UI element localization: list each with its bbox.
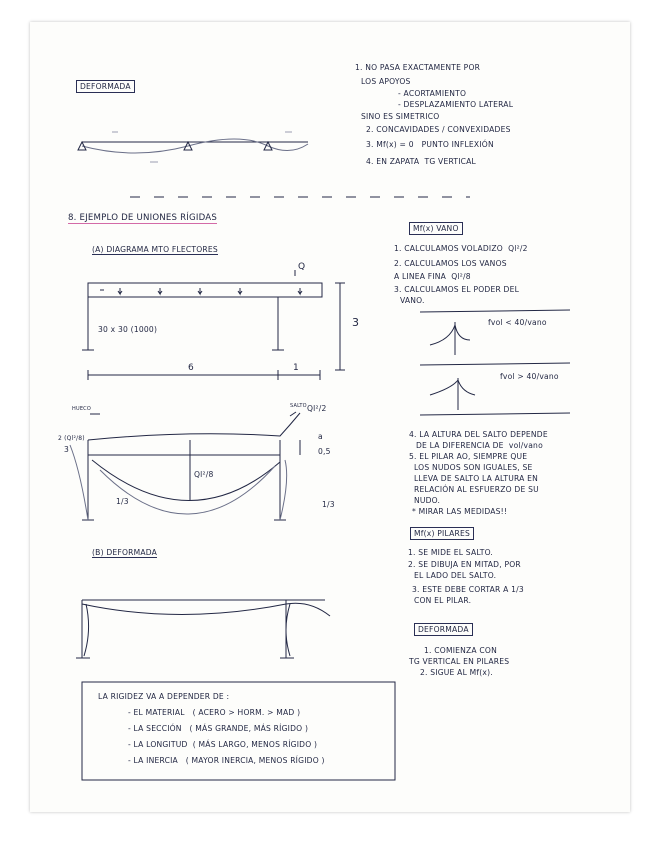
mf-vano-item2: LOS NUDOS SON IGUALES, SE [414, 463, 533, 472]
mf-pilares-item: CON EL PILAR. [414, 596, 472, 605]
moment-diagram [70, 412, 300, 520]
note-line: LOS APOYOS [361, 77, 411, 86]
deformada-right-item: 2. SIGUE AL Mf(x). [420, 668, 493, 677]
label-3: 3 [64, 445, 70, 454]
label-salto: SALTO [290, 403, 307, 409]
vano-condition-2: fvol > 40/vano [500, 372, 559, 381]
rigidez-item: - LA SECCIÓN ( MÁS GRANDE, MÁS RÍGIDO ) [128, 724, 309, 733]
mf-vano-item: 3. CALCULAMOS EL PODER DEL [394, 285, 520, 294]
note-line: 2. CONCAVIDADES / CONVEXIDADES [366, 125, 511, 134]
dim-span: 6 [188, 363, 194, 373]
rigidez-item: - LA INERCIA ( MAYOR INERCIA, MENOS RÍGIDO ) [128, 756, 325, 765]
section-heading: 8. EJEMPLO DE UNIONES RÍGIDAS [68, 213, 218, 223]
mf-vano-item2: 5. EL PILAR AO, SIEMPRE QUE [409, 452, 528, 461]
deformada-title-top: DEFORMADA [76, 80, 135, 93]
load-label: Q [298, 262, 306, 272]
label-13-right: 1/3 [322, 500, 335, 509]
note-line: 1. NO PASA EXACTAMENTE POR [355, 63, 481, 72]
rigidez-item: - EL MATERIAL ( ACERO > HORM. > MAD ) [128, 708, 301, 717]
mf-vano-item2: NUDO. [414, 496, 441, 505]
mf-vano-item2: DE LA DIFERENCIA DE vol/vano [416, 441, 543, 450]
deformada-right-title: DEFORMADA [414, 623, 473, 636]
label-ql8: Ql²/8 [194, 470, 214, 479]
label-qlsq-left: 2 (Ql²/8) [58, 435, 85, 442]
mf-pilares-item: 1. SE MIDE EL SALTO. [408, 548, 494, 557]
dim-overhang: 1 [293, 363, 299, 373]
continuous-beam-diagram [78, 132, 308, 162]
mf-vano-item: 1. CALCULAMOS VOLADIZO Ql²/2 [394, 244, 528, 253]
mf-vano-item: VANO. [400, 296, 425, 305]
mf-pilares-title: Mf(x) PILARES [410, 527, 474, 540]
part-a-title: (A) DIAGRAMA MTO FLECTORES [92, 245, 218, 254]
mf-vano-item2: RELACIÓN AL ESFUERZO DE SU [414, 485, 539, 494]
mf-vano-item2: LLEVA DE SALTO LA ALTURA EN [414, 474, 539, 483]
vano-condition-1: fvol < 40/vano [488, 318, 547, 327]
mf-pilares-item: EL LADO DEL SALTO. [414, 571, 497, 580]
note-line: SINO ES SIMETRICO [361, 112, 440, 121]
mf-vano-item: A LINEA FINA Ql²/8 [394, 272, 471, 281]
mf-vano-item: 2. CALCULAMOS LOS VANOS [394, 259, 507, 268]
deformada-right-item: TG VERTICAL EN PILARES [409, 657, 510, 666]
note-line: 3. Mf(x) = 0 PUNTO INFLEXIÓN [366, 140, 494, 149]
label-13-left: 1/3 [116, 497, 129, 506]
label-a: a [318, 432, 323, 441]
note-line: - ACORTAMIENTO [398, 89, 467, 98]
note-line: 4. EN ZAPATA TG VERTICAL [366, 157, 476, 166]
label-05: 0,5 [318, 447, 331, 456]
dim-height: 3 [352, 316, 360, 329]
mf-vano-item2: * MIRAR LAS MEDIDAS!! [412, 507, 508, 516]
mf-pilares-item: 2. SE DIBUJA EN MITAD, POR [408, 560, 521, 569]
deformada-right-item: 1. COMIENZA CON [424, 646, 497, 655]
rigidez-item: - LA LONGITUD ( MÁS LARGO, MENOS RÍGIDO ) [128, 740, 318, 749]
deformed-frame-diagram [76, 600, 330, 658]
note-line: - DESPLAZAMIENTO LATERAL [398, 100, 514, 109]
mf-vano-item2: 4. LA ALTURA DEL SALTO DEPENDE [409, 430, 548, 439]
label-hueco: HUECO [72, 406, 92, 412]
mf-pilares-item: 3. ESTE DEBE CORTAR A 1/3 [412, 585, 524, 594]
mf-vano-title: Mf(x) VANO [409, 222, 463, 235]
label-ql2-cant: Ql²/2 [307, 404, 327, 413]
part-b-title: (B) DEFORMADA [92, 548, 158, 557]
rigidez-intro: LA RIGIDEZ VA A DEPENDER DE : [98, 692, 230, 701]
section-label: 30 x 30 (1000) [98, 325, 158, 334]
